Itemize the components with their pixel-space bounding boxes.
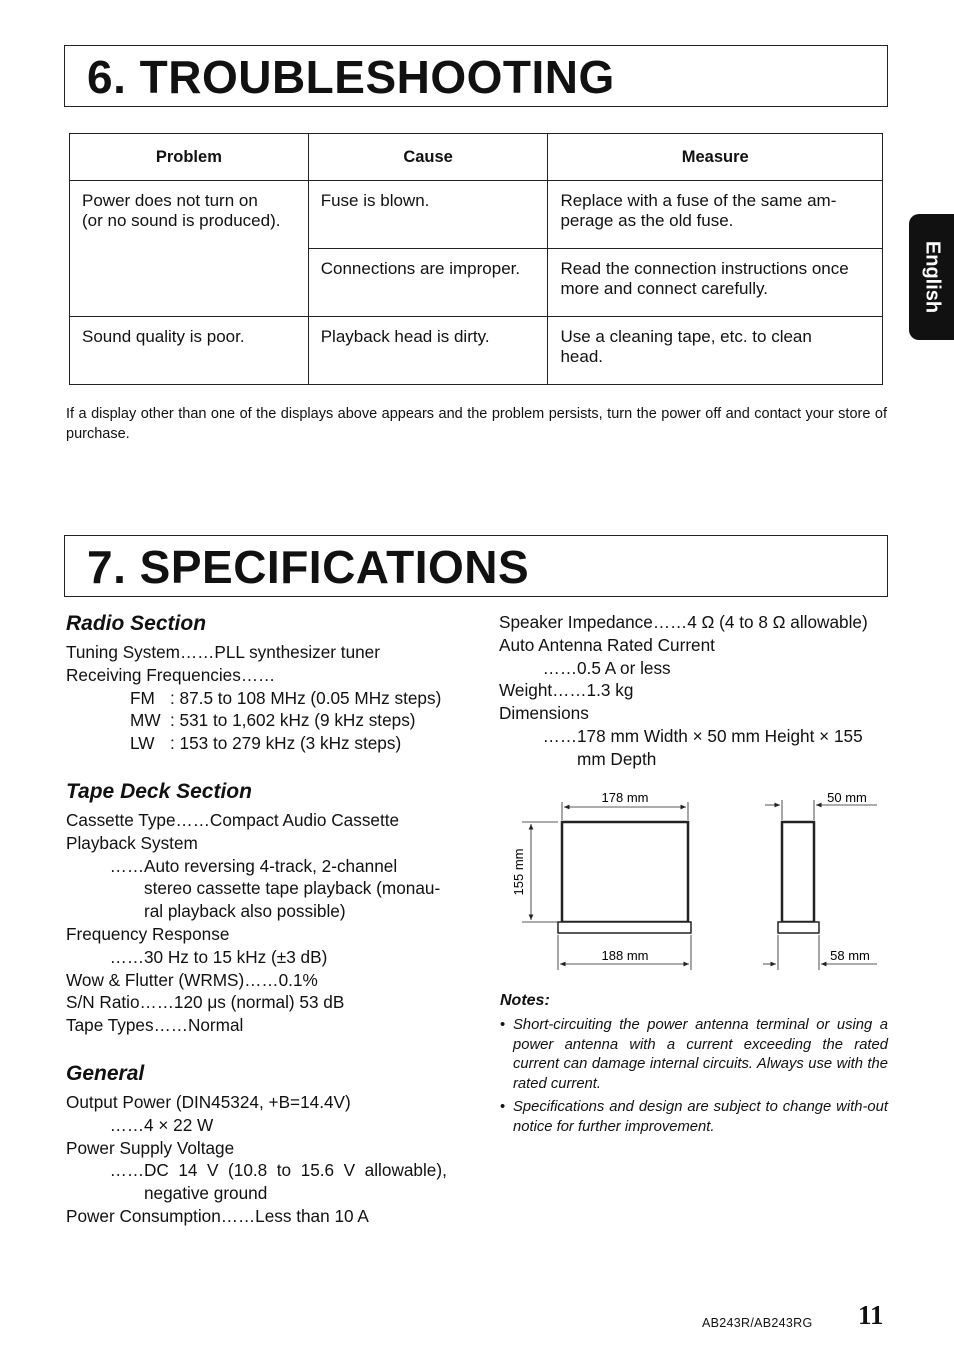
tuning-system: Tuning System……PLL synthesizer tuner [66,642,380,662]
notes-list [500,1016,888,1140]
language-tab-label: English [921,240,943,314]
frequency-response-label: Frequency Response [66,923,230,944]
band-value: : 153 to 279 kHz (3 kHz steps) [170,733,402,754]
header-measure: Measure [548,134,883,181]
cause-cell: Connections are improper. [308,249,548,317]
side-width-label: 50 mm [827,790,867,805]
measure-cell [548,181,883,249]
measure-text: perage as the old fuse. [560,211,734,230]
power-consumption: Power Consumption……Less than 10 A [66,1205,369,1226]
problem-text: Sound quality is poor. [82,327,245,346]
general-heading: General [66,1061,145,1085]
leader-dots: …… [109,1160,144,1181]
band-mw [66,709,456,732]
table-header-row [70,134,883,181]
leader-dots: …… [542,657,577,678]
measure-text: head. [560,347,603,366]
front-width-label: 178 mm [601,790,649,805]
notes-heading: Notes: [500,992,550,1009]
dimensions-line: mm Depth [577,748,657,769]
measure-text: Use a cleaning tape, etc. to clean [560,327,812,346]
section-7-header [64,535,888,597]
measure-cell [548,317,883,385]
side-unit-base [778,922,819,933]
power-supply-line: DC 14 V (10.8 to 15.6 V allowable), [144,1160,447,1181]
power-supply-value [66,1159,456,1205]
dimensions-value [499,725,891,771]
section-7-title: 7. SPECIFICATIONS [87,541,530,593]
front-base-label: 188 mm [601,948,649,963]
leader-dots: …… [109,855,144,876]
problem-cell [70,181,309,317]
header-cause: Cause [308,134,548,181]
page-number: 11 [858,1300,884,1330]
dimensions-line: 178 mm Width × 50 mm Height × 155 [577,725,863,746]
power-supply-label: Power Supply Voltage [66,1137,235,1158]
band-fm [66,687,456,710]
bullet-icon: • [500,1098,506,1115]
band-label: MW [130,710,161,731]
band-lw [66,732,456,755]
note-text: Short-circuiting the power antenna terminal or using a power antenna with a current exceeding the rated current can damage internal circuits. Always use with the rated current. [513,1017,888,1093]
troubleshooting-note: If a display other than one of the displays above appears and the problem persists, turn the power off and contact your store of purchase. [66,406,887,442]
troubleshooting-table [69,133,883,385]
band-value: : 531 to 1,602 kHz (9 kHz steps) [170,710,416,731]
output-power-value [66,1114,456,1137]
radio-section-heading: Radio Section [66,612,207,635]
band-label: FM [130,687,155,708]
measure-text: more and connect carefully. [560,279,769,298]
leader-dots: …… [542,725,577,746]
playback-line: Auto reversing 4-track, 2-channel [144,855,398,876]
bullet-icon: • [500,1017,506,1033]
model-number: AB243R/AB243RG [702,1316,813,1330]
output-power-label: Output Power (DIN45324, +B=14.4V) [66,1091,351,1112]
power-supply-lines [144,1159,456,1205]
problem-cell [70,317,309,385]
frequency-response-value [66,946,456,969]
playback-lines [144,855,456,923]
measure-text: Replace with a fuse of the same am- [560,191,837,210]
band-value: : 87.5 to 108 MHz (0.05 MHz steps) [170,687,442,708]
speaker-impedance: Speaker Impedance……4 Ω (4 to 8 Ω allowable) [499,612,868,632]
front-height-label: 155 mm [511,848,526,896]
weight: Weight……1.3 kg [499,680,634,701]
header-problem: Problem [70,134,309,181]
tape-deck-heading: Tape Deck Section [66,779,252,803]
side-unit-body [782,822,814,922]
front-unit-base [558,922,691,933]
antenna-current-label: Auto Antenna Rated Current [499,634,715,655]
playback-system-value [66,855,456,923]
front-unit-body [562,822,688,922]
section-6-header [64,45,888,107]
cause-cell: Fuse is blown. [308,181,548,249]
playback-system-label: Playback System [66,832,198,853]
output-power-text: 4 × 22 W [144,1114,214,1135]
leader-dots: …… [109,946,144,967]
playback-line: stereo cassette tape playback (monau- [144,878,441,899]
measure-cell [548,249,883,317]
problem-text: (or no sound is produced). [82,211,281,230]
sn-ratio: S/N Ratio……120 μs (normal) 53 dB [66,992,345,1013]
antenna-current-value [499,657,891,680]
table-row [70,181,883,249]
section-6-title: 6. TROUBLESHOOTING [87,51,615,103]
frequency-response-text: 30 Hz to 15 kHz (±3 dB) [144,946,328,967]
specs-right-column [499,611,891,771]
power-supply-line: negative ground [144,1183,268,1204]
leader-dots: …… [109,1114,144,1135]
specs-left-column [66,611,456,1228]
list-item [500,1016,888,1095]
note-text: Specifications and design are subject to change with-out notice for further improvement. [513,1098,888,1135]
problem-text: Power does not turn on [82,191,258,210]
measure-text: Read the connection instructions once [560,259,849,278]
playback-line: ral playback also possible) [144,901,346,922]
table-row [70,317,883,385]
cassette-type: Cassette Type……Compact Audio Cassette [66,809,400,830]
language-tab [909,214,954,340]
side-base-label: 58 mm [830,948,870,963]
dimensions-lines [577,725,891,771]
list-item [500,1098,888,1137]
antenna-current-text: 0.5 A or less [577,657,671,678]
wow-flutter: Wow & Flutter (WRMS)……0.1% [66,969,318,990]
cause-cell: Playback head is dirty. [308,317,548,385]
tape-types: Tape Types……Normal [66,1015,244,1036]
receiving-frequencies: Receiving Frequencies…… [66,664,276,685]
dimensions-label: Dimensions [499,703,589,724]
dimensions-diagram [500,780,890,980]
band-label: LW [130,733,155,754]
